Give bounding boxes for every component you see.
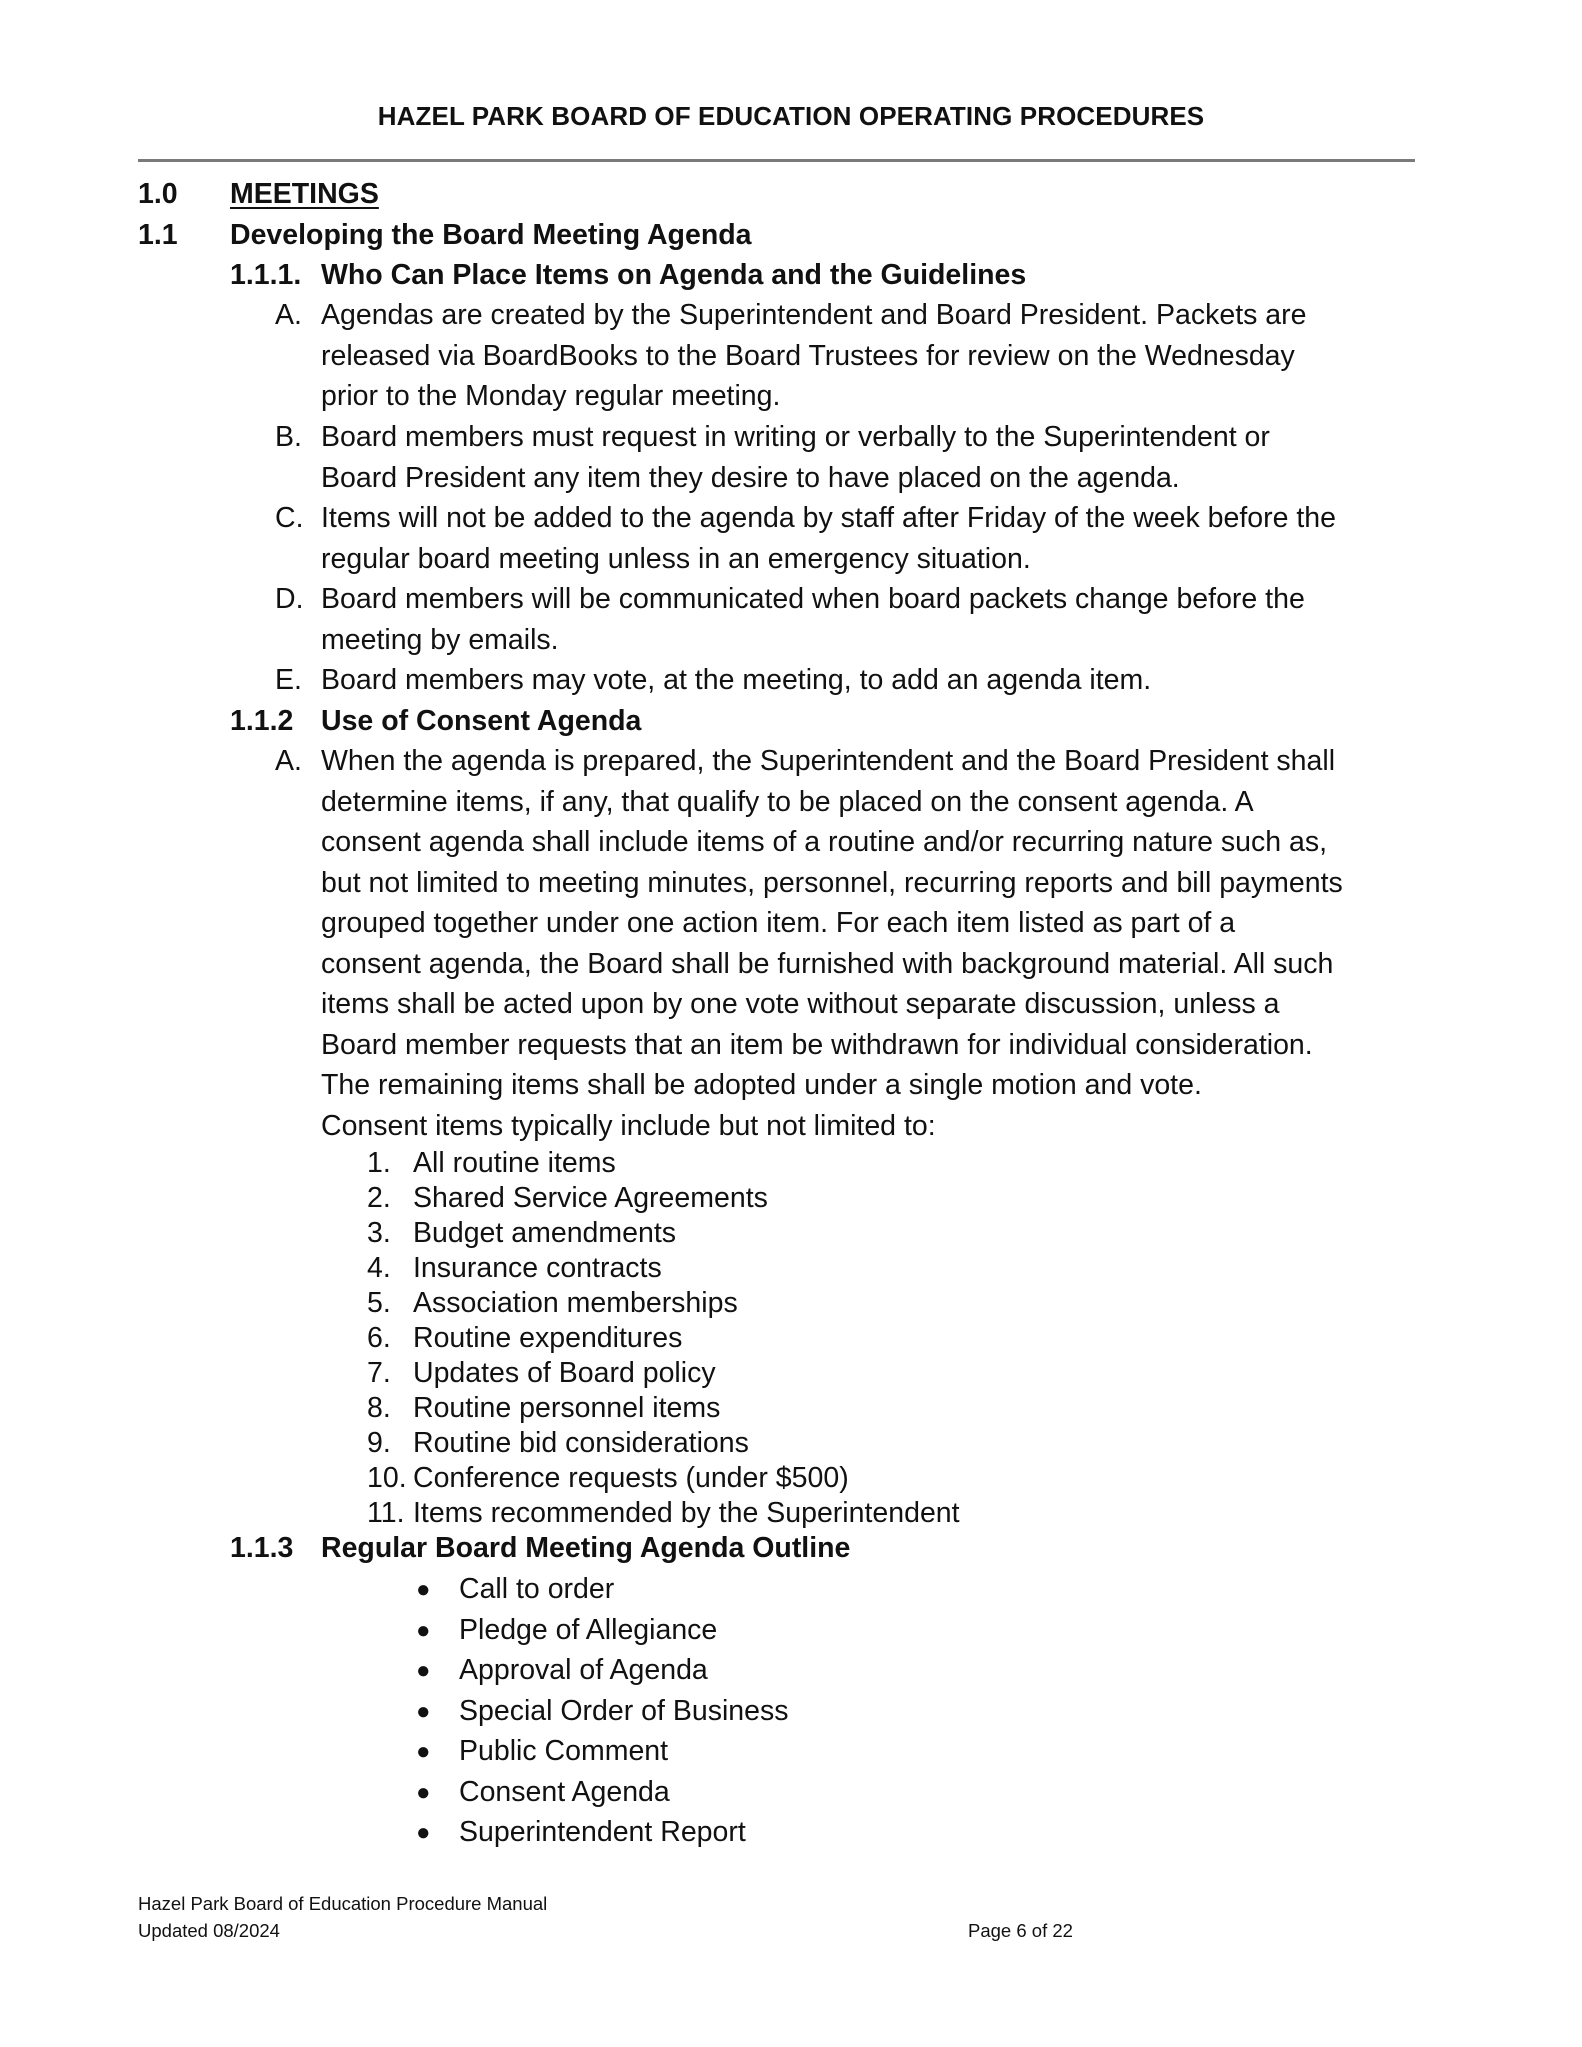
header-divider [138, 159, 1415, 162]
list-letter: D. [275, 583, 304, 615]
list-number: 7. [367, 1357, 391, 1389]
list-number: 10. [367, 1462, 407, 1494]
list-number: 2. [367, 1182, 391, 1214]
list-item: Superintendent Report [459, 1816, 746, 1848]
paragraph-line: consent agenda, the Board shall be furnished with background material. All such [321, 948, 1334, 980]
paragraph-line: determine items, if any, that qualify to be placed on the consent agenda. A [321, 786, 1254, 818]
bullet-icon: ● [416, 1657, 431, 1684]
list-item: Shared Service Agreements [413, 1182, 768, 1214]
list-item: Budget amendments [413, 1217, 676, 1249]
list-letter: E. [275, 664, 302, 696]
list-item: Association memberships [413, 1287, 738, 1319]
list-item: Public Comment [459, 1735, 669, 1767]
consent-intro: Consent items typically include but not limited to: [321, 1110, 936, 1142]
bullet-icon: ● [416, 1698, 431, 1725]
paragraph-line: When the agenda is prepared, the Superintendent and the Board President shall [321, 745, 1336, 777]
paragraph-line: The remaining items shall be adopted under a single motion and vote. [321, 1069, 1202, 1101]
document-header-title: HAZEL PARK BOARD OF EDUCATION OPERATING PROCEDURES [377, 101, 1205, 131]
list-number: 6. [367, 1322, 391, 1354]
list-item: Approval of Agenda [459, 1654, 708, 1686]
s111-number: 1.1.1. [230, 259, 302, 291]
list-item: All routine items [413, 1147, 616, 1179]
paragraph-line: Board member requests that an item be withdrawn for individual consideration. [321, 1029, 1313, 1061]
list-item-line: Board President any item they desire to have placed on the agenda. [321, 462, 1180, 494]
list-number: 8. [367, 1392, 391, 1424]
s113-title: Regular Board Meeting Agenda Outline [321, 1532, 851, 1564]
list-item: Consent Agenda [459, 1776, 670, 1808]
list-number: 11. [367, 1497, 405, 1529]
list-item: Updates of Board policy [413, 1357, 716, 1389]
paragraph-line: items shall be acted upon by one vote without separate discussion, unless a [321, 988, 1280, 1020]
s112-number: 1.1.2 [230, 705, 294, 737]
list-item: Routine bid considerations [413, 1427, 749, 1459]
list-letter: A. [275, 745, 302, 777]
footer-manual-name: Hazel Park Board of Education Procedure Manual [138, 1893, 548, 1914]
subsection-title: Developing the Board Meeting Agenda [230, 219, 752, 251]
list-item: Items recommended by the Superintendent [413, 1497, 960, 1529]
bullet-icon: ● [416, 1779, 431, 1806]
list-number: 4. [367, 1252, 391, 1284]
list-letter: C. [275, 502, 304, 534]
footer-page-number: Page 6 of 22 [968, 1920, 1073, 1941]
bullet-icon: ● [416, 1738, 431, 1765]
list-item: Routine personnel items [413, 1392, 721, 1424]
s112-title: Use of Consent Agenda [321, 705, 642, 737]
subsection-number: 1.1 [138, 219, 178, 251]
list-item-line: released via BoardBooks to the Board Trustees for review on the Wednesday [321, 340, 1295, 372]
footer-updated-date: Updated 08/2024 [138, 1920, 280, 1941]
list-number: 5. [367, 1287, 391, 1319]
s111-title: Who Can Place Items on Agenda and the Guidelines [321, 259, 1027, 291]
section-title: MEETINGS [230, 178, 379, 210]
s113-number: 1.1.3 [230, 1532, 294, 1564]
list-item-line: prior to the Monday regular meeting. [321, 380, 781, 412]
list-item-line: Items will not be added to the agenda by staff after Friday of the week before the [321, 502, 1337, 534]
list-number: 1. [367, 1147, 391, 1179]
list-item: Routine expenditures [413, 1322, 683, 1354]
paragraph-line: but not limited to meeting minutes, personnel, recurring reports and bill payments [321, 867, 1343, 899]
bullet-icon: ● [416, 1819, 431, 1846]
bullet-icon: ● [416, 1617, 431, 1644]
list-item-line: Board members must request in writing or verbally to the Superintendent or [321, 421, 1270, 453]
list-number: 3. [367, 1217, 391, 1249]
list-item-line: Board members will be communicated when board packets change before the [321, 583, 1305, 615]
bullet-icon: ● [416, 1576, 431, 1603]
list-letter: B. [275, 421, 302, 453]
paragraph-line: consent agenda shall include items of a routine and/or recurring nature such as, [321, 826, 1328, 858]
list-number: 9. [367, 1427, 391, 1459]
paragraph-line: grouped together under one action item. For each item listed as part of a [321, 907, 1236, 939]
list-item: Special Order of Business [459, 1695, 789, 1727]
list-item-line: Board members may vote, at the meeting, to add an agenda item. [321, 664, 1152, 696]
list-item: Call to order [459, 1573, 615, 1605]
list-item: Insurance contracts [413, 1252, 662, 1284]
list-item-line: regular board meeting unless in an emergency situation. [321, 543, 1031, 575]
list-letter: A. [275, 299, 302, 331]
section-number: 1.0 [138, 178, 178, 210]
list-item-line: Agendas are created by the Superintendent and Board President. Packets are [321, 299, 1307, 331]
list-item: Conference requests (under $500) [413, 1462, 849, 1494]
list-item-line: meeting by emails. [321, 624, 559, 656]
list-item: Pledge of Allegiance [459, 1614, 718, 1646]
